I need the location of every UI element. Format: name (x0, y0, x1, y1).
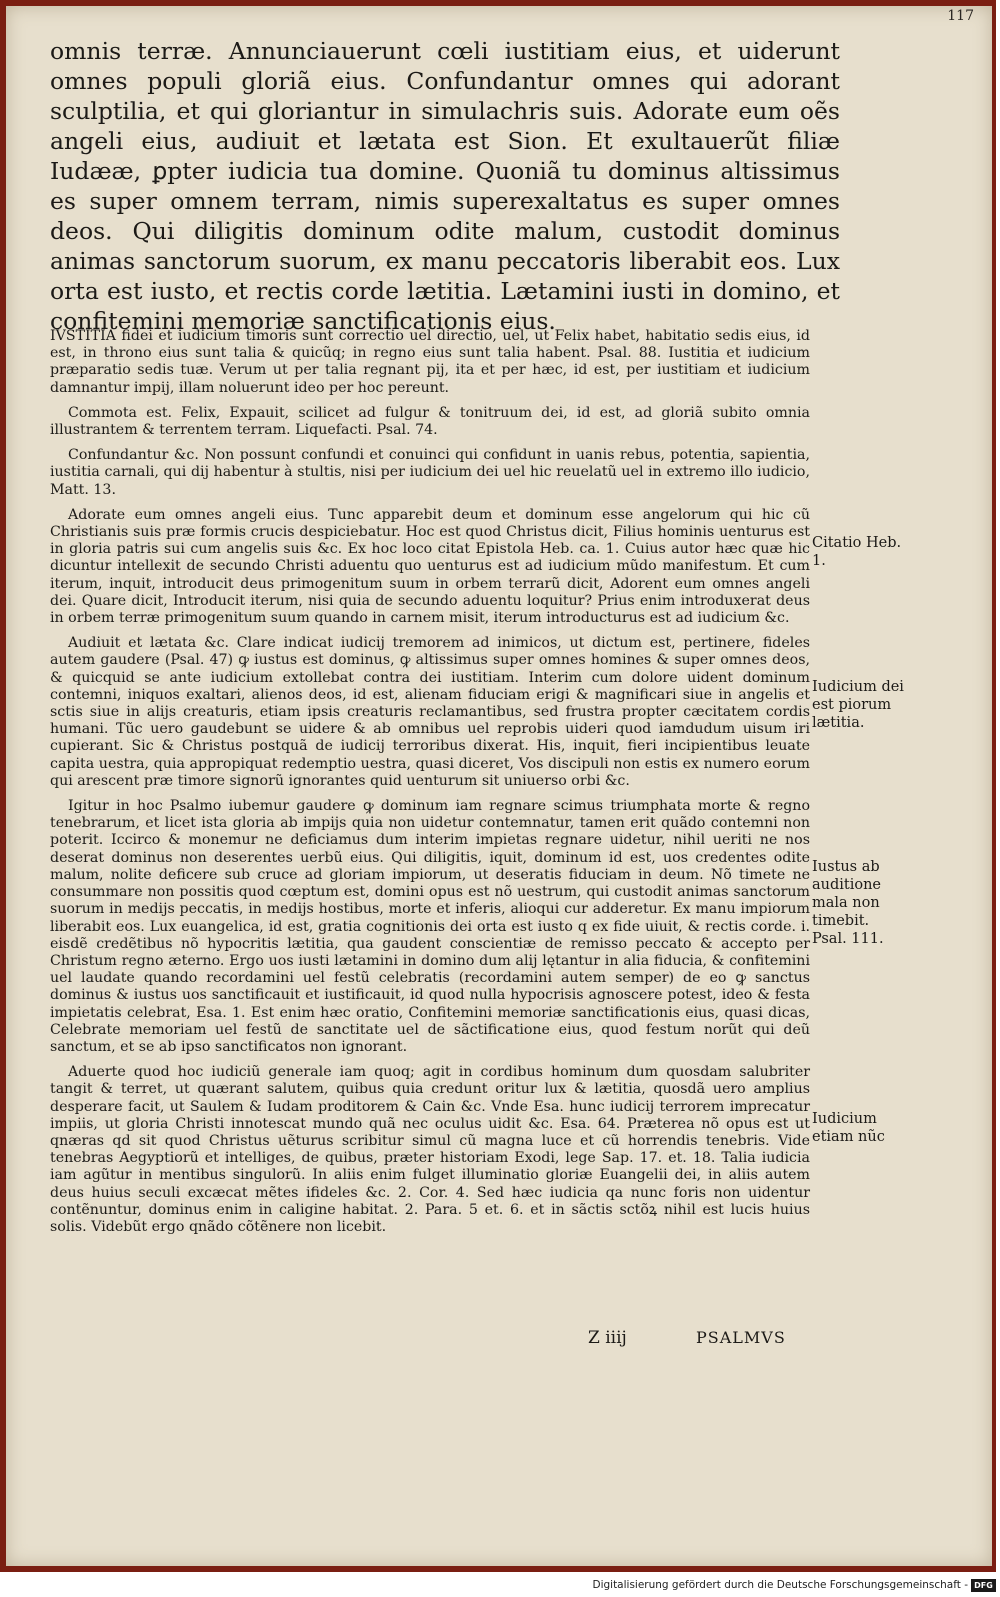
commentary-paragraph: Audiuit et lætata &c. Clare indicat iudicij tremorem ad inimicos, ut dictum est, pertinere, fideles autem gaudere (Psal. 47) ꝙ iustus est dominus, ꝙ altissimus super omnes homines & super omnes deos, & quicquid se ante iudicium extollebat contra dei iustitiam. Interim cum dolore uident dominum contemni, iniquos exaltari, alienos deos, id est, alienam fiduciam erigi & magnificari siue in angelis et sctis siue in alijs creaturis, etiam ipsis creaturis reclamantibus, sed frustra propter cæcitatem cordis humani. Tũc uero gaudebunt se uidere & ab omnibus uel reprobis uideri quod iamdudum uisum iri cupierant. Sic & Christus postquã de iudicij terroribus dixerat. His, inquit, fieri incipientibus leuate capita uestra, quia appropiquat redemptio uestra, quasi diceret, Vos discipuli non estis ex numero eorum qui arescent præ timore signorũ ignorantes quid uenturum sit uniuerso orbi &c. (50, 635, 810, 789)
commentary-paragraph: Adorate eum omnes angeli eius. Tunc apparebit deum et dominum esse angelorum qui hic cũ Christianis suis præ formis crucis despiciebatur. Hoc est quod Christus dicit, Filius hominis uenturus est in gloria patris sui cum angelis suis &c. Ex hoc loco citat Epistola Heb. ca. 1. Cuius autor hæc quæ hic dicuntur intellexit de secundo Christi aduentu quo uenturus est ad iudicium mũdo manifestum. Et cum iterum, inquit, introducit deus primogenitum suum in orbem terrarũ dicit, Adorent eum omnes angeli dei. Quare dicit, Introducit iterum, nisi quia de secundo aduentu loquitur? Prius enim introduxerat deus in orbem terræ primogenitum suum quando in carnem misit, iterum introducturus est ad iudicium &c. (50, 506, 810, 627)
commentary-paragraph: Igitur in hoc Psalmo iubemur gaudere ꝙ dominum iam regnare scimus triumphata morte & regno tenebrarum, et licet ista gloria ab impijs quia non uidetur contemnatur, tamen erit quãdo contemni non poterit. Iccirco & monemur ne deficiamus dum interim impietas regnare uidetur, nihil ueriti ne nos deserat dominus non deserentes uerbũ eius. Qui diligitis, iquit, dominum id est, uos credentes odite malum, nolite deficere sub cruce ad gloriam impiorum, ut deseratis fiduciam in deum. Nõ timete ne consummare non possitis quod cœptum est, domini opus est nõ uestrum, qui custodit animas sanctorum suorum in medijs peccatis, in medijs hostibus, morte et inferis, alioqui cur adderetur. Ex manu impiorum liberabit eos. Lux euangelica, id est, gratia cognitionis dei orta est iusto q ex fide uiuit, & rectis corde. i. eisdẽ credẽtibus nõ hypocritis lætitia, qua gaudent conscientiæ de remisso peccato & accepto per Christum regno æterno. Ergo uos iusti lætamini in domino dum alij lętantur in alia fiducia, & confitemini uel laudate quando recordamini uel festũ celebratis (recordamini autem semper) de eo ꝙ sanctus dominus & iustus uos sanctificauit et iustificauit, id quod nulla hypocrisis agnoscere potest, ideo & festa impietatis celebrat, Esa. 1. Est enim hæc oratio, Confitemini memoriæ sanctificationis eius, quasi dicas, Celebrate memoriam uel festũ de sanctitate uel de sãctificatione eius, quod festum norũt qui deũ sanctum, et se ab ipso sanctificatos non ignorant. (50, 798, 810, 1055)
psalm-text: omnis terræ. Annunciauerunt cœli iustitiam eius, et uiderunt omnes populi gloriã eius. Confundantur omnes qui adorant sculptilia, et qui gloriantur in simulachris suis. Adorate eum oẽs angeli eius, audiuit et lætata est Sion. Et exultauerũt filiæ Iudææ, ꝑpter iudicia tua domine. Quoniã tu dominus altissimus es super omnem terram, nimis superexaltatus es super omnes deos. Qui diligitis dominum odite malum, custodit dominus animas sanctorum suorum, ex manu peccatoris liberabit eos. Lux orta est iusto, et rectis corde lætitia. Lætamini iusti in domino, et confitemini memoriæ sanctificationis eius. (50, 37, 840, 335)
margin-note: Iudicium dei est piorum lætitia. (812, 679, 904, 731)
margin-note: Iudicium etiam nũc (812, 1111, 885, 1145)
book-page (6, 6, 992, 1566)
commentary-paragraph: Aduerte quod hoc iudiciũ generale iam quoq; agit in cordibus hominum dum quosdam salubriter tangit & terret, ut quærant salutem, quibus quia credunt oritur lux & lætitia, quosdã uero amplius desperare facit, ut Saulem & Iudam proditorem & Cain &c. Vnde Esa. hunc iudicij terrorem imprecatur impiis, ut gloria Christi innotescat mundo quã nec oculus uidit &c. Esa. 64. Præterea nõ opus est ut qnæras qd sit quod Christus uẽturus scribitur simul cũ magna luce et cũ horrendis tenebris. Vide tenebras Aegyptiorũ et intelliges, de quibus, præter historiam Exodi, lege Sap. 17. et. 18. Talia iudicia iam agũtur in mentibus singulorũ. In aliis enim fulget illuminatio gloriæ Euangelii dei, in aliis autem deus huius seculi excæcat mẽtes ifideles &c. 2. Cor. 4. Sed hæc iudicia qa nunc foris non uidentur contẽnuntur, dominus enim in caligine habitat. 2. Para. 5 et. 6. et in sãctis sctõꝝ nihil est lucis huius solis. Videbũt ergo qnãdo cõtẽnere non licebit. (50, 1064, 810, 1235)
commentary-paragraph: Commota est. Felix, Expauit, scilicet ad fulgur & tonitruum dei, id est, ad gloriã subito omnia illustrantem & terrentem terram. Liquefacti. Psal. 74. (50, 404, 810, 439)
catchword: PSALMVS (696, 1328, 786, 1347)
margin-note: Iustus ab auditione mala non timebit. Psal. 111. (812, 859, 884, 947)
page-number: 117 (947, 8, 974, 24)
dfg-logo-icon: DFG (971, 1579, 996, 1592)
signature-mark: Z iiij (588, 1328, 627, 1348)
footer-bar (0, 1577, 1000, 1597)
commentary (50, 328, 810, 1244)
commentary-paragraph: IVSTITIA fidei et iudicium timoris sunt correctio uel directio, uel, ut Felix habet, habitatio sedis eius, id est, in throno eius sunt talia & quicũq; in regno eius sunt talia habent. Psal. 88. Iustitia et iudicium præparatio sedis tuæ. Verum ut per talia regnant pij, ita et per hæc, id est, per iustitiam et iudicium damnantur impij, illam noluerunt ideo per hoc pereunt. (50, 328, 810, 396)
commentary-paragraph: Confundantur &c. Non possunt confundi et conuinci qui confidunt in uanis rebus, potentia, sapientia, iustitia carnali, qui dij habentur à stultis, nisi per iudicium dei uel hic reuelatũ uel in extremo illo iudicio, Matt. 13. (50, 447, 810, 498)
margin-note: Citatio Heb. 1. (812, 535, 902, 569)
footer-credit: Digitalisierung gefördert durch die Deutsche Forschungsgemeinschaft - (592, 1579, 968, 1591)
